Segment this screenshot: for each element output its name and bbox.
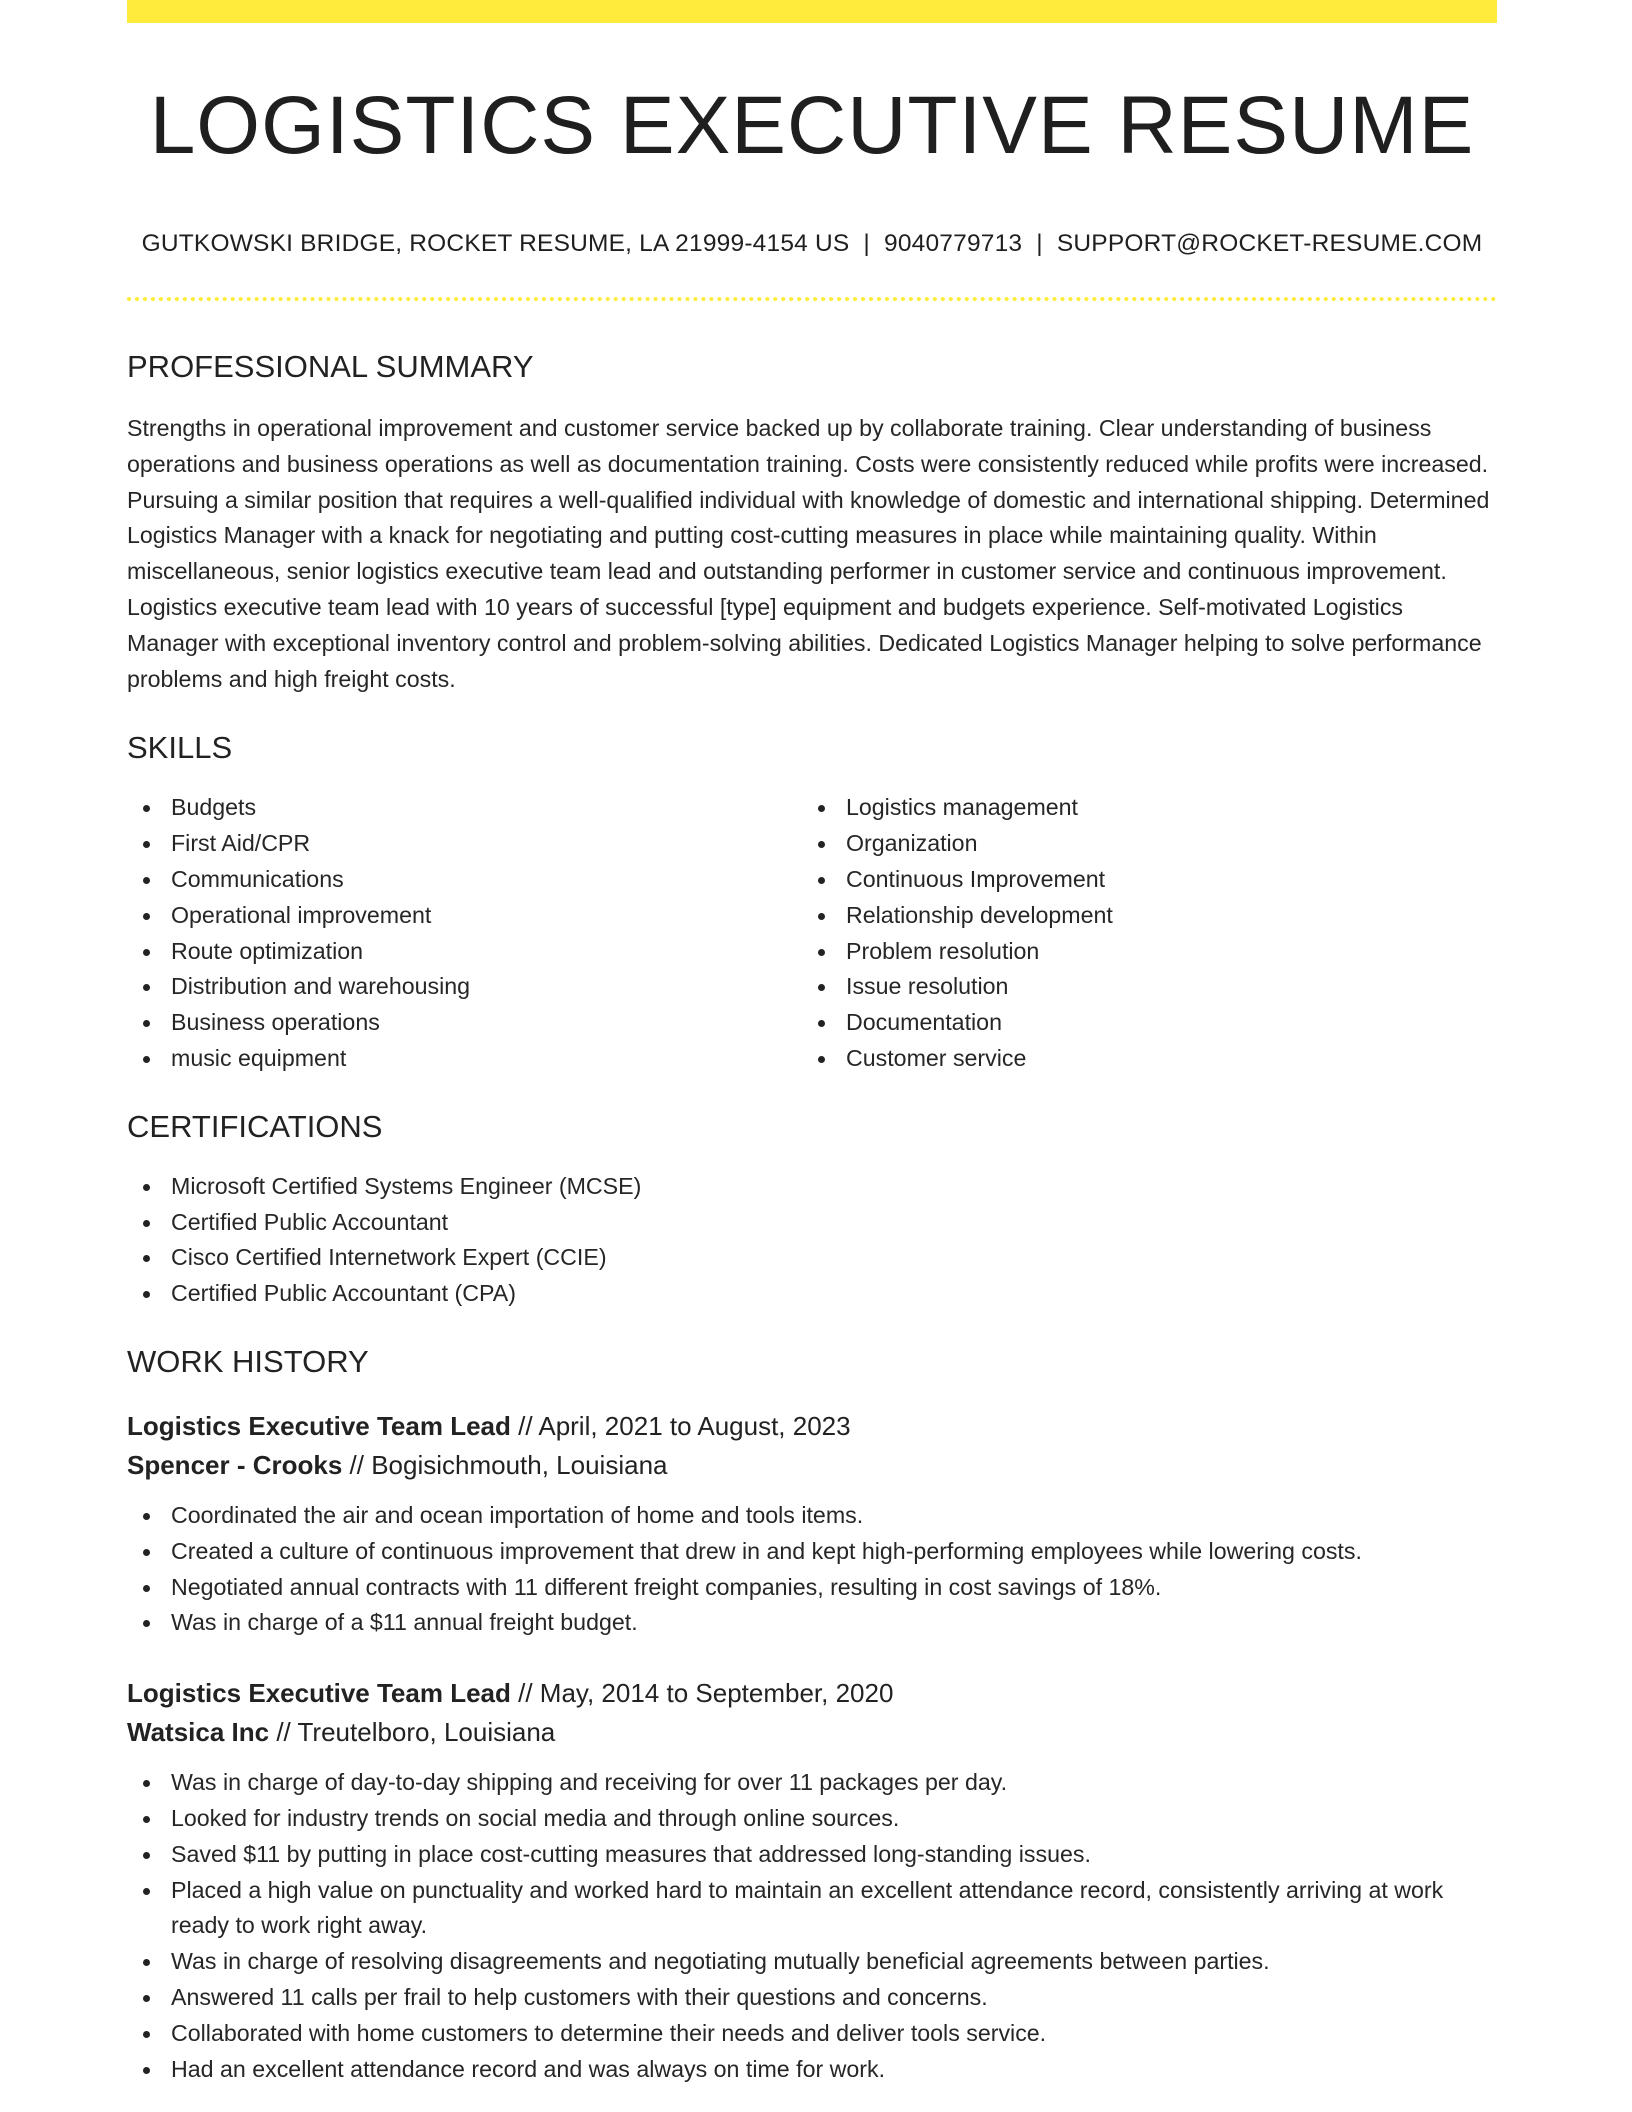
skill-item: First Aid/CPR [127, 826, 802, 862]
job-duty-item: Looked for industry trends on social media and through online sources. [127, 1801, 1497, 1837]
top-accent-bar [127, 0, 1497, 23]
header-divider [127, 297, 1497, 301]
skill-item: Business operations [127, 1005, 802, 1041]
job-duty-item: Saved $11 by putting in place cost-cutting measures that addressed long-standing issues. [127, 1837, 1497, 1873]
certification-item: Certified Public Accountant [127, 1205, 1497, 1241]
skill-item: Continuous Improvement [802, 862, 1477, 898]
job-company: Spencer - Crooks [127, 1449, 343, 1480]
skill-item: Documentation [802, 1005, 1477, 1041]
section-title-certifications: CERTIFICATIONS [127, 1108, 383, 1144]
skill-item: Organization [802, 826, 1477, 862]
skill-item: Communications [127, 862, 802, 898]
job-location: // Treutelboro, Louisiana [269, 1717, 556, 1748]
job-duty-item: Was in charge of day-to-day shipping and receiving for over 11 packages per day. [127, 1765, 1497, 1801]
resume-page [127, 0, 1497, 2087]
summary-text: Strengths in operational improvement and customer service backed up by collaborate training. Clear understanding of business operations and business operations as well as documentation training. Costs were consistently reduced while profits were increased. Pursuing a similar position that requires a well-qualified individual with knowledge of domestic and international shipping. Determined Logistics Manager with a knack for negotiating and putting cost-cutting measures in place while maintaining quality. Within miscellaneous, senior logistics executive team lead and outstanding performer in customer service and continuous improvement. Logistics executive team lead with 10 years of successful [type] equipment and budgets experience. Self-motivated Logistics Manager with exceptional inventory control and problem-solving abilities. Dedicated Logistics Manager helping to solve performance problems and high freight costs. [127, 415, 1490, 692]
job-title-line [127, 1407, 1497, 1446]
job-duties-list [127, 1498, 1497, 1641]
contact-phone: 9040779713 [884, 230, 1023, 257]
skills-column-left [127, 790, 802, 1076]
job-duty-item: Placed a high value on punctuality and worked hard to maintain an excellent attendance record, consistently arriving at work ready to work right away. [127, 1873, 1497, 1945]
skill-item: Distribution and warehousing [127, 969, 802, 1005]
job-dates: // April, 2021 to August, 2023 [510, 1410, 851, 1441]
job-location: // Bogisichmouth, Louisiana [342, 1449, 668, 1480]
contact-separator: | [863, 230, 870, 257]
job-title-line [127, 1674, 1497, 1713]
skill-item: Operational improvement [127, 898, 802, 934]
job-entry [127, 1674, 1497, 2087]
job-duty-item: Was in charge of resolving disagreements and negotiating mutually beneficial agreements between parties. [127, 1944, 1497, 1980]
job-role: Logistics Executive Team Lead [127, 1410, 511, 1441]
certification-item: Microsoft Certified Systems Engineer (MCSE) [127, 1169, 1497, 1205]
skills-list [127, 790, 1497, 1076]
skill-item: Relationship development [802, 898, 1477, 934]
contact-separator: | [1036, 230, 1043, 257]
section-title-skills: SKILLS [127, 730, 233, 766]
job-company: Watsica Inc [127, 1717, 270, 1748]
certification-item: Cisco Certified Internetwork Expert (CCIE) [127, 1240, 1497, 1276]
skill-item: Problem resolution [802, 934, 1477, 970]
skill-item: Customer service [802, 1041, 1477, 1077]
skill-item: Logistics management [802, 790, 1477, 826]
section-title-summary: PROFESSIONAL SUMMARY [127, 349, 534, 384]
contact-line [127, 230, 1497, 258]
resume-title: LOGISTICS EXECUTIVE RESUME [149, 80, 1475, 171]
contact-email[interactable]: SUPPORT@ROCKET-RESUME.COM [1056, 230, 1483, 257]
certification-item: Certified Public Accountant (CPA) [127, 1276, 1497, 1312]
job-duty-item: Answered 11 calls per frail to help customers with their questions and concerns. [127, 1980, 1497, 2016]
skill-item: Budgets [127, 790, 802, 826]
job-duty-item: Collaborated with home customers to determine their needs and deliver tools service. [127, 2016, 1497, 2052]
job-duty-item: Coordinated the air and ocean importation of home and tools items. [127, 1498, 1497, 1534]
contact-address: GUTKOWSKI BRIDGE, ROCKET RESUME, LA 21999-4154 US [141, 230, 850, 257]
job-duty-item: Was in charge of a $11 annual freight budget. [127, 1605, 1497, 1641]
job-company-line [127, 1446, 1497, 1485]
skill-item: Route optimization [127, 934, 802, 970]
job-duties-list [127, 1765, 1497, 2087]
job-company-line [127, 1713, 1497, 1752]
section-title-work-history: WORK HISTORY [127, 1343, 369, 1379]
job-entry [127, 1407, 1497, 1641]
skills-column-right [802, 790, 1477, 1076]
skill-item: music equipment [127, 1041, 802, 1077]
job-duty-item: Created a culture of continuous improvement that drew in and kept high-performing employees while lowering costs. [127, 1534, 1497, 1570]
job-dates: // May, 2014 to September, 2020 [510, 1678, 894, 1709]
skill-item: Issue resolution [802, 969, 1477, 1005]
job-duty-item: Had an excellent attendance record and was always on time for work. [127, 2052, 1497, 2088]
certifications-list [127, 1169, 1497, 1312]
job-duty-item: Negotiated annual contracts with 11 different freight companies, resulting in cost savings of 18%. [127, 1570, 1497, 1606]
job-role: Logistics Executive Team Lead [127, 1678, 511, 1709]
